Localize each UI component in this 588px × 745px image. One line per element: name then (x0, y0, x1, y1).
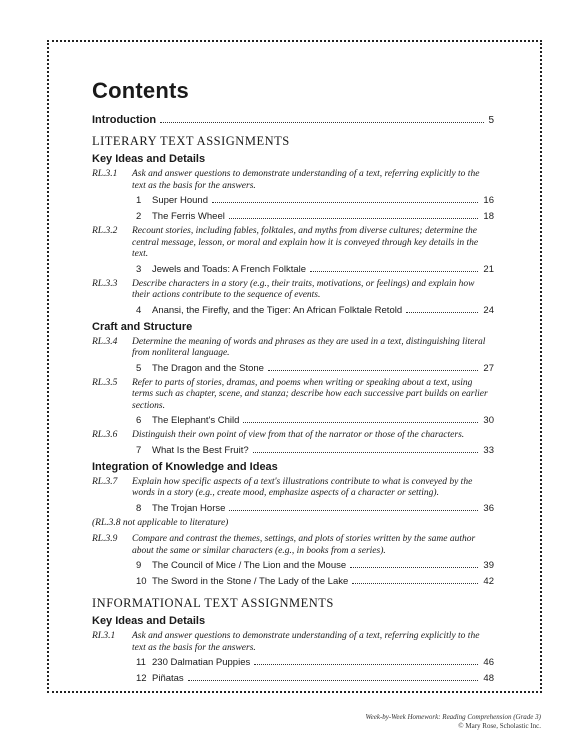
page-title: Contents (92, 78, 189, 103)
toc-entry-4[interactable] (136, 304, 494, 317)
entry-page: 48 (483, 673, 494, 684)
entry-page: 30 (483, 415, 494, 426)
standard-code: RL.3.9 (92, 534, 118, 544)
dot-leader (268, 369, 478, 371)
standard-text: Ask and answer questions to demonstrate understanding of a text, referring explicitly to the text as the basis for the answers. (132, 631, 480, 653)
standard-code: RL.3.7 (92, 476, 118, 487)
dot-leader (229, 509, 478, 511)
standard-code: RL.3.6 (92, 430, 118, 440)
entry-title: Jewels and Toads: A French Folktale (152, 263, 307, 275)
standard-ri-3-1 (92, 631, 494, 654)
toc-entry-10[interactable] (136, 575, 494, 588)
dot-leader (212, 201, 478, 203)
dot-leader (310, 270, 478, 272)
entry-number: 4 (136, 304, 142, 316)
toc-entry-5[interactable] (136, 362, 494, 375)
standard-code: RL.3.2 (92, 226, 118, 236)
entry-title: The Ferris Wheel (152, 211, 225, 222)
toc-entry-3[interactable] (136, 263, 494, 276)
entry-number: 12 (136, 673, 147, 684)
standard-code: RL.3.1 (92, 169, 118, 179)
entry-title: The Dragon and the Stone (152, 362, 264, 374)
dot-leader (229, 217, 478, 219)
integration-heading: Integration of Knowledge and Ideas (92, 460, 278, 473)
entry-number: 1 (136, 195, 142, 206)
entry-number: 5 (136, 362, 142, 374)
entry-page: 33 (483, 444, 494, 456)
dot-leader (406, 311, 478, 313)
toc-entry-8[interactable] (136, 502, 494, 515)
standard-code: RL.3.5 (92, 377, 118, 388)
entry-number: 8 (136, 502, 142, 514)
dot-leader (160, 121, 484, 123)
toc-entry-12[interactable] (136, 672, 494, 685)
standard-code: RI.3.1 (92, 631, 116, 641)
entry-page: 24 (483, 304, 494, 316)
entry-title: Piñatas (152, 673, 184, 684)
standard-rl-3-3 (92, 279, 494, 302)
dot-leader (350, 566, 478, 568)
entry-page: 39 (483, 560, 494, 571)
standard-rl-3-6 (92, 430, 494, 442)
entry-page: 16 (483, 195, 494, 206)
entry-title: The Trojan Horse (152, 502, 226, 514)
craft-structure-heading: Craft and Structure (92, 320, 193, 333)
informational-key-ideas-heading: Key Ideas and Details (92, 615, 206, 627)
entry-title: 230 Dalmatian Puppies (152, 657, 251, 668)
entry-title: What Is the Best Fruit? (152, 444, 249, 456)
toc-entry-9[interactable] (136, 559, 494, 572)
standard-rl-3-4 (92, 337, 494, 360)
page-footer (365, 713, 541, 731)
not-applicable-note: (RL.3.8 not applicable to literature) (92, 517, 229, 528)
toc-entry-11[interactable] (136, 656, 494, 669)
toc-entry-6[interactable] (136, 414, 494, 427)
entry-title: The Elephant's Child (152, 415, 240, 426)
standard-text: Explain how specific aspects of a text's illustrations contribute to what is conveyed by the words in a story (e.g., create mood, emphasize aspects of a character or setting). (132, 476, 473, 498)
entry-number: 10 (136, 576, 147, 587)
introduction-label: Introduction (92, 114, 157, 126)
introduction-entry[interactable] (92, 114, 494, 126)
standard-rl-3-9 (92, 534, 494, 557)
dot-leader (188, 679, 478, 681)
dot-leader (243, 421, 478, 423)
footer-book-title: Week-by-Week Homework: Reading Comprehension (Grade 3) (365, 713, 541, 721)
entry-title: The Council of Mice / The Lion and the Mouse (152, 560, 347, 571)
entry-number: 7 (136, 444, 142, 456)
entry-page: 42 (483, 576, 494, 587)
entry-number: 6 (136, 415, 142, 426)
standard-text: Determine the meaning of words and phrases as they are used in a text, distinguishing literal from nonliteral language. (132, 336, 486, 358)
standard-text: Ask and answer questions to demonstrate understanding of a text, referring explicitly to the text as the basis for the answers. (132, 169, 480, 191)
entry-number: 11 (136, 657, 146, 668)
introduction-page: 5 (488, 115, 494, 126)
standard-text: Refer to parts of stories, dramas, and poems when writing or speaking about a text, using terms such as chapter, scene, and stanza; describe how each successive part builds on earlier sections. (132, 377, 488, 411)
standard-code: RL.3.4 (92, 336, 118, 347)
literary-key-ideas-heading: Key Ideas and Details (92, 153, 206, 165)
standard-rl-3-2 (92, 226, 494, 261)
standard-code: RL.3.3 (92, 278, 118, 289)
dot-leader (352, 582, 478, 584)
entry-title: Anansi, the Firefly, and the Tiger: An African Folktale Retold (152, 304, 403, 316)
entry-number: 2 (136, 211, 142, 222)
toc-entry-2[interactable] (136, 210, 494, 223)
entry-page: 36 (483, 502, 494, 514)
entry-page: 46 (483, 657, 494, 668)
standard-rl-3-7 (92, 477, 494, 500)
entry-page: 27 (483, 362, 494, 374)
dot-leader (254, 663, 478, 665)
entry-title: The Sword in the Stone / The Lady of the Lake (152, 576, 349, 587)
entry-page: 21 (483, 263, 494, 275)
dot-leader (253, 451, 478, 453)
informational-section-heading: INFORMATIONAL TEXT ASSIGNMENTS (92, 596, 334, 610)
literary-section-heading: LITERARY TEXT ASSIGNMENTS (92, 134, 290, 148)
standard-text: Distinguish their own point of view from that of the narrator or those of the characters. (132, 430, 465, 440)
entry-title: Super Hound (152, 195, 208, 206)
toc-entry-7[interactable] (136, 444, 494, 457)
footer-copyright: © Mary Rose, Scholastic Inc. (458, 722, 541, 730)
contents-page (92, 78, 494, 688)
standard-rl-3-5 (92, 378, 494, 413)
standard-text: Compare and contrast the themes, settings, and plots of stories written by the same author about the same or similar characters (e.g., in books from a series). (132, 534, 476, 556)
standard-text: Describe characters in a story (e.g., their traits, motivations, or feelings) and explain how their actions contribute to the sequence of events. (132, 278, 475, 300)
entry-number: 3 (136, 263, 142, 275)
entry-number: 9 (136, 560, 142, 571)
standard-rl-3-1 (92, 169, 494, 192)
toc-entry-1[interactable] (136, 194, 494, 207)
standard-text: Recount stories, including fables, folktales, and myths from diverse cultures; determine the central message, lesson, or moral and explain how it is conveyed through key details in the text. (132, 226, 479, 259)
entry-page: 18 (483, 211, 494, 222)
